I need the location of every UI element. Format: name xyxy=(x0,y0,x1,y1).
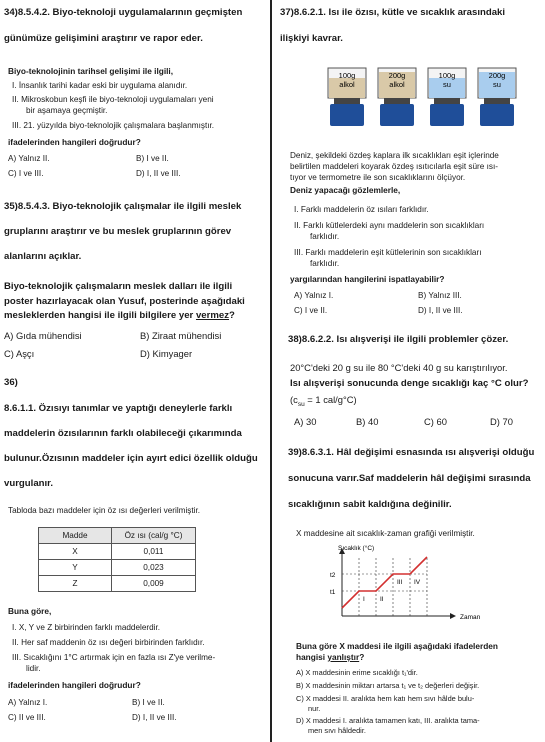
beaker-label: 200g xyxy=(388,71,406,80)
q36-heading: 8.6.1.1. Özısıyı tanımlar ve yaptığı deneylerle farklı xyxy=(4,403,233,414)
x-axis-arrow xyxy=(450,613,456,619)
q34-item-2b: bir aşamaya geçmiştir. xyxy=(26,106,108,115)
q34-option-d[interactable]: D) I, II ve III. xyxy=(136,169,181,178)
column-divider xyxy=(270,0,272,742)
q36-intro: Tabloda bazı maddeler için öz ısı değerleri verilmiştir. xyxy=(8,506,201,515)
q36-option-d[interactable]: D) I, II ve III. xyxy=(132,713,177,722)
q36-option-b[interactable]: B) I ve II. xyxy=(132,698,165,707)
table-row xyxy=(39,544,196,560)
q39-option-c2[interactable]: nur. xyxy=(308,704,321,713)
q38-option-a[interactable]: A) 30 xyxy=(294,416,317,427)
region-label: IV xyxy=(414,579,421,586)
q38-heading: 38)8.6.2.2. Isı alışverişi ile ilgili problemler çözer. xyxy=(288,334,509,345)
beaker-label: alkol xyxy=(389,80,405,89)
q37-text-1: Deniz, şekildeki özdeş kaplara ilk sıcaklıkları eşit içlerinde xyxy=(290,151,499,160)
q37-heading: 37)8.6.2.1. Isı ile özısı, kütle ve sıcaklık arasındaki xyxy=(280,7,506,18)
q35-option-d[interactable]: D) Kimyager xyxy=(140,348,193,359)
q39-intro: X maddesine ait sıcaklık-zaman grafiği verilmiştir. xyxy=(296,529,475,538)
q36-item-1: I. X, Y ve Z birbirinden farklı maddelerdir. xyxy=(12,623,161,632)
q35-option-c[interactable]: C) Aşçı xyxy=(4,348,35,359)
q37-option-c[interactable]: C) I ve II. xyxy=(294,306,328,315)
q38-line-1: 20°C'deki 20 g su ile 80 °C'deki 40 g su karıştırılıyor. xyxy=(290,362,508,373)
q37-item-1: I. Farklı maddelerin öz ısıları farklıdır. xyxy=(294,205,429,214)
q34-option-c[interactable]: C) I ve III. xyxy=(8,169,44,178)
q39-chart xyxy=(324,544,481,636)
table-row xyxy=(39,560,196,576)
q34-item-2: II. Mikroskobun keşfi ile biyo-teknoloji uygulamaları yeni xyxy=(12,95,214,104)
region-label: III xyxy=(397,579,403,586)
beaker-label: su xyxy=(443,80,451,89)
q35-heading-3: alanlarını açıklar. xyxy=(4,251,82,262)
q36-heading-4: vurgulanır. xyxy=(4,478,54,489)
region-label: I xyxy=(363,596,365,603)
beakers-figure xyxy=(324,64,524,128)
table-row xyxy=(39,576,196,592)
q37-item-3: III. Farklı maddelerin eşit kütlelerinin son sıcaklıkları xyxy=(294,248,482,257)
q37-option-b[interactable]: B) Yalnız III. xyxy=(418,291,462,300)
table-cell: Z xyxy=(39,576,112,592)
q38-option-c[interactable]: C) 60 xyxy=(424,416,447,427)
beaker-label: 100g xyxy=(338,71,356,80)
table-cell: X xyxy=(39,544,112,560)
q34-heading-2: günümüze gelişimini araştırır ve rapor eder. xyxy=(4,33,203,44)
q39-lead-2: hangisi yanlıştır? xyxy=(296,652,365,662)
q38-option-d[interactable]: D) 70 xyxy=(490,416,513,427)
beaker-1 xyxy=(328,68,366,126)
region-label: II xyxy=(380,596,384,603)
q39-lead-1: Buna göre X maddesi ile ilgili aşağıdaki ifadelerden xyxy=(296,641,498,651)
q36-item-3: III. Sıcaklığını 1°C artırmak için en fazla ısı Z'ye verilme- xyxy=(12,653,216,662)
q37-heading-2: ilişkiyi kavrar. xyxy=(280,33,343,44)
q37-question: yargılarından hangilerini ispatlayabilir? xyxy=(290,274,445,284)
q37-item-2: II. Farklı kütlelerdeki aynı maddelerin son sıcaklıkları xyxy=(294,221,485,230)
q36-item-2: II. Her saf maddenin öz ısı değeri birbirinden farklıdır. xyxy=(12,638,205,647)
q37-item-2b: farklıdır. xyxy=(310,232,340,241)
q34-option-a[interactable]: A) Yalnız II. xyxy=(8,154,50,163)
table-cell: Y xyxy=(39,560,112,576)
table-header-row xyxy=(39,528,196,544)
q37-text-2: belirtilen maddeleri koyarak özdeş ısıtıcılarla eşit süre ısı- xyxy=(290,162,498,171)
table-header: Öz ısı (cal/g °C) xyxy=(112,528,196,544)
beaker-label: su xyxy=(493,80,501,89)
q39-option-d[interactable]: D) X maddesi I. aralıkta tamamen katı, III. aralıkta tama- xyxy=(296,716,480,725)
beaker-label: 200g xyxy=(488,71,506,80)
q39-option-d2[interactable]: men sıvı hâldedir. xyxy=(308,726,366,735)
y-tick-label: t2 xyxy=(330,572,336,579)
q34-option-b[interactable]: B) I ve II. xyxy=(136,154,169,163)
q36-table xyxy=(38,527,196,592)
table-cell: 0,023 xyxy=(112,560,196,576)
q37-option-d[interactable]: D) I, II ve III. xyxy=(418,306,463,315)
table-cell: 0,009 xyxy=(112,576,196,592)
q35-option-a[interactable]: A) Gıda mühendisi xyxy=(4,330,82,341)
q36-heading-3: bulunur.Özısının maddeler için ayırt edici özellik olduğu xyxy=(4,453,258,464)
q39-option-b[interactable]: B) X maddesinin miktarı artarsa t₁ ve t₂ değerleri değişir. xyxy=(296,681,480,690)
q38-line-3: ($c_{su} = 1$ cal/g°C) xyxy=(290,394,357,408)
q35-stem-3: mesleklerden hangisi ile ilgili bilgilere yer vermez? xyxy=(4,310,235,321)
q37-item-3b: farklıdır. xyxy=(310,259,340,268)
q36-number: 36) xyxy=(4,377,18,388)
q39-heading: 39)8.6.3.1. Hâl değişimi esnasında ısı alışverişi olduğu xyxy=(288,447,535,458)
q35-heading: 35)8.5.4.3. Biyo-teknolojik çalışmalar ile ilgili meslek xyxy=(4,201,242,212)
q37-option-a[interactable]: A) Yalnız I. xyxy=(294,291,334,300)
q36-option-a[interactable]: A) Yalnız I. xyxy=(8,698,48,707)
table-cell: 0,011 xyxy=(112,544,196,560)
q36-option-c[interactable]: C) II ve III. xyxy=(8,713,46,722)
q34-question: ifadelerinden hangileri doğrudur? xyxy=(8,137,141,147)
q35-stem-1: Biyo-teknolojik çalışmaların meslek dalları ile ilgili xyxy=(4,281,233,292)
q36-question: ifadelerinden hangileri doğrudur? xyxy=(8,680,141,690)
y-axis-label: Sıcaklık (°C) xyxy=(338,545,375,552)
q35-option-b[interactable]: B) Ziraat mühendisi xyxy=(140,330,222,341)
q36-item-3b: lidir. xyxy=(26,664,41,673)
q34-item-3: III. 21. yüzyılda biyo-teknolojik çalışmalara başlanmıştır. xyxy=(12,121,215,130)
q38-option-b[interactable]: B) 40 xyxy=(356,416,379,427)
q36-heading-2: maddelerin özısılarının farklı olabileceği çıkarımında xyxy=(4,428,242,439)
beaker-label: 100g xyxy=(438,71,456,80)
y-tick-label: t1 xyxy=(330,589,336,596)
q36-lead: Buna göre, xyxy=(8,606,52,616)
q35-stem-2: poster hazırlayacak olan Yusuf, posterinde aşağıdaki xyxy=(4,296,245,307)
beaker-2 xyxy=(378,68,416,126)
q39-option-a[interactable]: A) X maddesinin erime sıcaklığı t₁'dir. xyxy=(296,668,418,677)
q35-heading-2: gruplarını araştırır ve bu meslek gruplarının görev xyxy=(4,226,232,237)
beaker-3 xyxy=(428,68,466,126)
q34-heading: 34)8.5.4.2. Biyo-teknoloji uygulamalarının geçmişten xyxy=(4,7,243,18)
q39-option-c[interactable]: C) X maddesi II. aralıkta hem katı hem sıvı hâlde bulu- xyxy=(296,694,475,703)
beaker-4 xyxy=(478,68,516,126)
q38-line-2: Isı alışverişi sonucunda denge sıcaklığı kaç °C olur? xyxy=(290,378,529,389)
x-axis-label: Zaman xyxy=(460,614,481,621)
q34-box-title: Biyo-teknolojinin tarihsel gelişimi ile ilgili, xyxy=(8,66,174,76)
q37-text-4: Deniz yapacağı gözlemlerle, xyxy=(290,185,401,195)
beaker-label: alkol xyxy=(339,80,355,89)
q37-text-3: tıyor ve termometre ile son sıcaklıklarını ölçüyor. xyxy=(290,173,466,182)
q39-heading-2: sonucuna varır.Saf maddelerin hâl değişimi sırasında xyxy=(288,473,531,484)
q39-heading-3: sıcaklığının sabit kaldığına değinilir. xyxy=(288,499,452,510)
q34-item-1: I. İnsanlık tarihi kadar eski bir uygulama alanıdır. xyxy=(12,81,188,90)
table-header: Madde xyxy=(39,528,112,544)
